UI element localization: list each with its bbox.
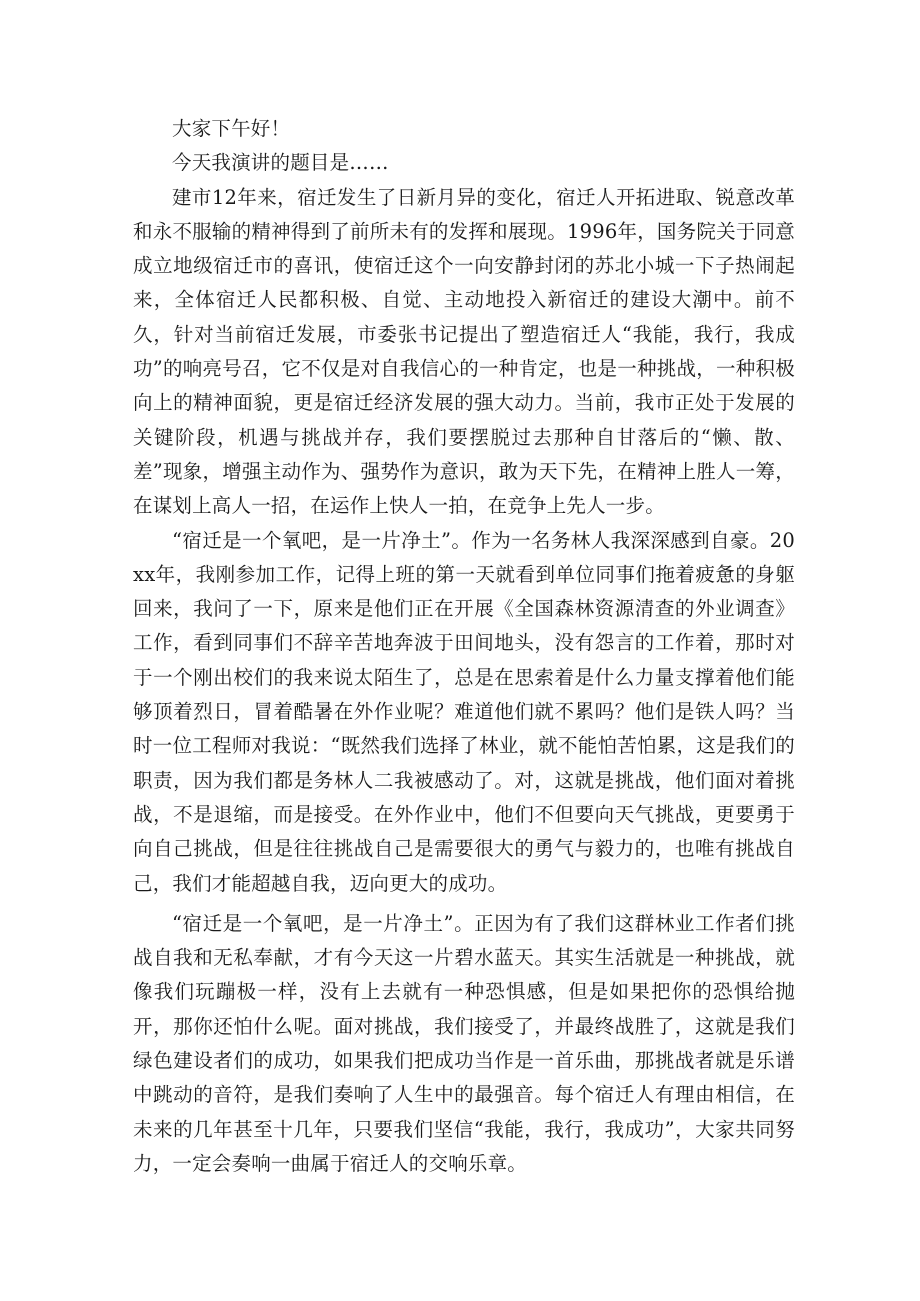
document-body	[133, 112, 795, 1181]
body-paragraph: 建市12年来，宿迁发生了日新月异的变化，宿迁人开拓进取、锐意改革和永不服输的精神得到了前所未有的发挥和展现。1996年，国务院关于同意成立地级宿迁市的喜讯，使宿迁这个一向安静封闭的苏北小城一下子热闹起来，全体宿迁人民都积极、自觉、主动地投入新宿迁的建设大潮中。前不久，针对当前宿迁发展，市委张书记提出了塑造宿迁人“我能，我行，我成功”的响亮号召，它不仅是对自我信心的一种肯定，也是一种挑战，一种积极向上的精神面貌，更是宿迁经济发展的强大动力。当前，我市正处于发展的关键阶段，机遇与挑战并存，我们要摆脱过去那种自甘落后的“懒、散、差”现象，增强主动作为、强势作为意识，敢为天下先，在精神上胜人一筹，在谋划上高人一招，在运作上快人一拍，在竞争上先人一步。	[133, 185, 795, 518]
body-paragraph: “宿迁是一个氧吧，是一片净土”。正因为有了我们这群林业工作者们挑战自我和无私奉献，才有今天这一片碧水蓝天。其实生活就是一种挑战，就像我们玩蹦极一样，没有上去就有一种恐惧感，但是如果把你的恐惧给抛开，那你还怕什么呢。面对挑战，我们接受了，并最终战胜了，这就是我们绿色建设者们的成功，如果我们把成功当作是一首乐曲，那挑战者就是乐谱中跳动的音符，是我们奏响了人生中的最强音。每个宿迁人有理由相信，在未来的几年甚至十几年，只要我们坚信“我能，我行，我成功”，大家共同努力，一定会奏响一曲属于宿迁人的交响乐章。	[133, 911, 795, 1175]
greeting-paragraph: 大家下午好！	[172, 117, 291, 140]
topic-paragraph: 今天我演讲的题目是……	[172, 151, 389, 175]
body-paragraph: “宿迁是一个氧吧，是一片净土”。作为一名务林人我深深感到自豪。20xx年，我刚参加工作，记得上班的第一天就看到单位同事们拖着疲惫的身躯回来，我问了一下，原来是他们正在开展《全国森林资源清查的外业调查》工作，看到同事们不辞辛苦地奔波于田间地头，没有怨言的工作着，那时对于一个刚出校们的我来说太陌生了，总是在思索着是什么力量支撑着他们能够顶着烈日，冒着酷暑在外作业呢？难道他们就不累吗？他们是铁人吗？当时一位工程师对我说：“既然我们选择了林业，就不能怕苦怕累，这是我们的职责，因为我们都是务林人二我被感动了。对，这就是挑战，他们面对着挑战，不是退缩，而是接受。在外作业中，他们不但要向天气挑战，更要勇于向自己挑战，但是往往挑战自己是需要很大的勇气与毅力的，也唯有挑战自己，我们才能超越自我，迈向更大的成功。	[133, 528, 795, 895]
